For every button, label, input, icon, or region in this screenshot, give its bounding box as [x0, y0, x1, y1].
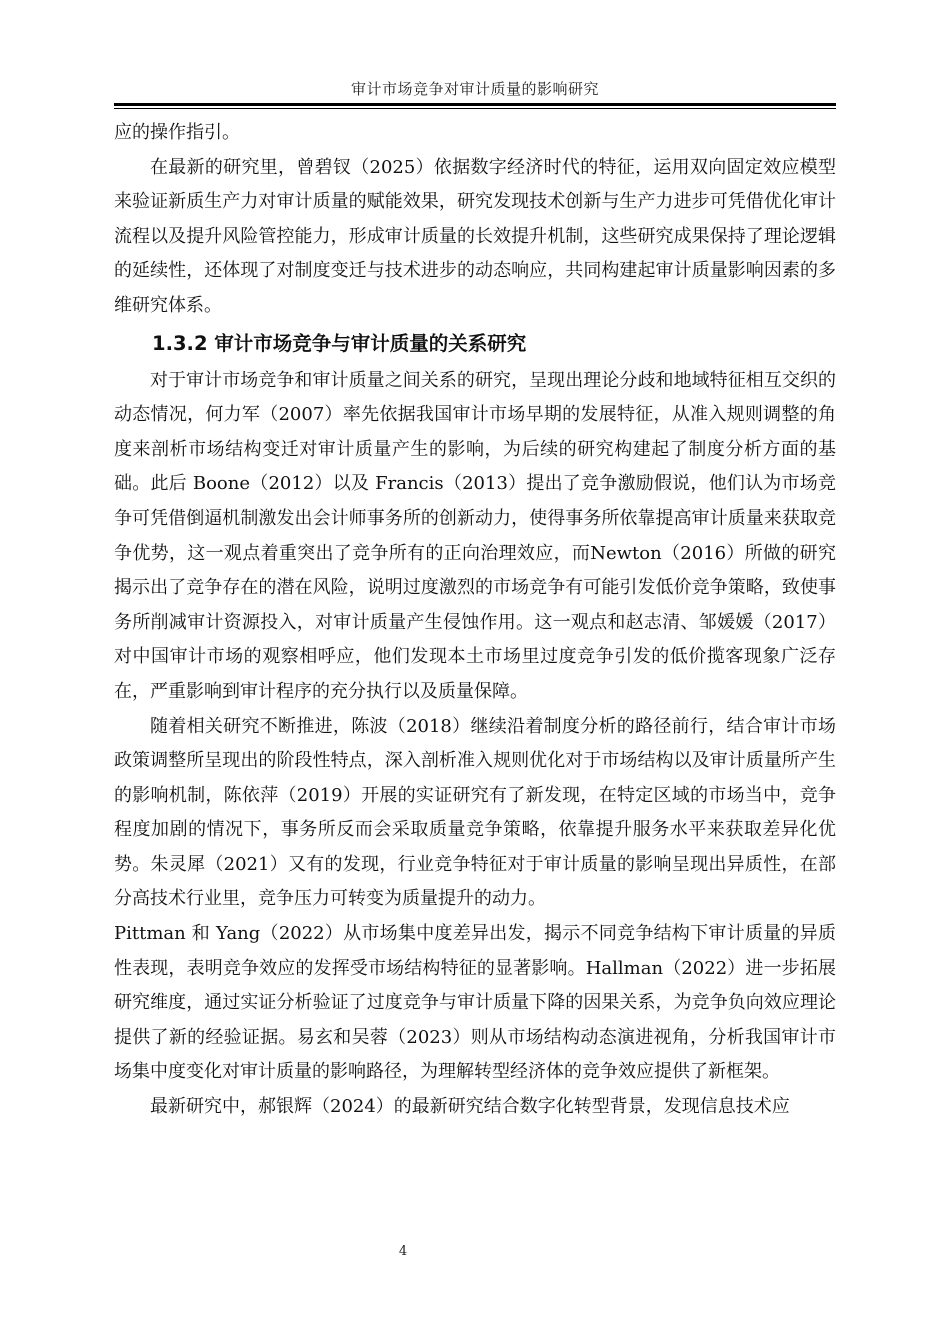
header-rule-thick: [114, 103, 836, 106]
paragraph-research-progress: 随着相关研究不断推进，陈波（2018）继续沿着制度分析的路径前行，结合审计市场政策调整所呈现出的阶段性特点，深入剖析准入规则优化对于市场结构以及审计质量所产生的影响机制，陈依萍（2019）开展的实证研究有了新发现，在特定区域的市场当中，竞争程度加剧的情况下，事务所反而会采取质量竞争策略，依靠提升服务水平来获取差异化优势。朱灵犀（2021）又有的发现，行业竞争特征对于审计质量的影响呈现出异质性，在部分高技术行业里，竞争压力可转变为质量提升的动力。: [114, 715, 836, 910]
document-body: [114, 116, 836, 1125]
paragraph-competition-quality: 对于审计市场竞争和审计质量之间关系的研究，呈现出理论分歧和地域特征相互交织的动态情况，何力军（2007）率先依据我国审计市场早期的发展特征，从准入规则调整的角度来剖析市场结构变迁对审计质量产生的影响，为后续的研究构建起了制度分析方面的基础。此后 Boone（2012）以及 Francis（2013）提出了竞争激励假说，他们认为市场竞争可凭借倒逼机制激发出会计师事务所的创新动力，使得事务所依靠提高审计质量来获取竞争优势，这一观点着重突出了竞争所有的正向治理效应，而Newton（2016）所做的研究揭示出了竞争存在的潜在风险，说明过度激烈的市场竞争有可能引发低价竞争策略，致使事务所削减审计资源投入，对审计质量产生侵蚀作用。这一观点和赵志清、邹媛媛（2017）对中国审计市场的观察相呼应，他们发现本土市场里过度竞争引发的低价揽客现象广泛存在，严重影响到审计程序的充分执行以及质量保障。: [114, 369, 836, 702]
paragraph-latest-research: 在最新的研究里，曾碧钗（2025）依据数字经济时代的特征，运用双向固定效应模型来验证新质生产力对审计质量的赋能效果，研究发现技术创新与生产力进步可凭借优化审计流程以及提升风险管控能力，形成审计质量的长效提升机制，这些研究成果保持了理论逻辑的延续性，还体现了对制度变迁与技术进步的动态响应，共同构建起审计质量影响因素的多维研究体系。: [114, 156, 836, 316]
paragraph-newest-research: 最新研究中，郝银辉（2024）的最新研究结合数字化转型背景，发现信息技术应: [150, 1096, 790, 1118]
running-header-title: 审计市场竞争对审计质量的影响研究: [350, 80, 599, 98]
page-header: [114, 66, 836, 112]
section-heading: 1.3.2 审计市场竞争与审计质量的关系研究: [152, 331, 527, 355]
paragraph-continuation: 应的操作指引。: [114, 122, 240, 143]
page-number: 4: [398, 1244, 408, 1259]
paragraph-market-concentration: Pittman 和 Yang（2022）从市场集中度差异出发，揭示不同竞争结构下审计质量的异质性表现，表明竞争效应的发挥受市场结构特征的显著影响。Hallman（2022）进一步拓展研究维度，通过实证分析验证了过度竞争与审计质量下降的因果关系，为竞争负向效应理论提供了新的经验证据。易玄和吴蓉（2023）则从市场结构动态演进视角，分析我国审计市场集中度变化对审计质量的影响路径，为理解转型经济体的竞争效应提供了新框架。: [114, 923, 836, 1083]
header-rule-thin: [114, 108, 836, 109]
